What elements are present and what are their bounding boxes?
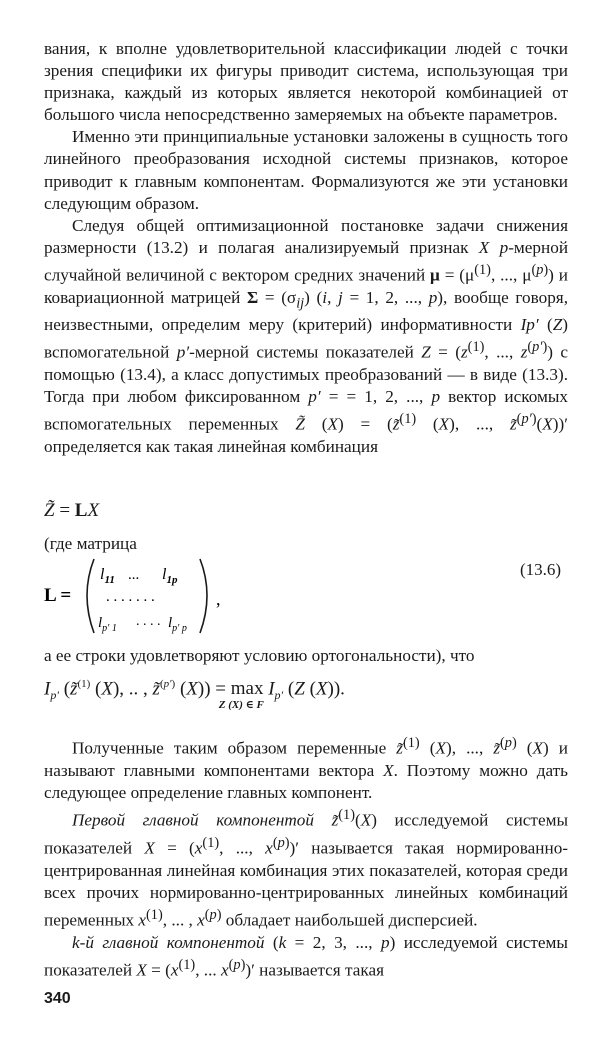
after-matrix: а ее строки удовлетворяют условию ортогональности), что — [44, 646, 475, 665]
page-number: 340 — [44, 990, 71, 1007]
left-paren — [87, 559, 94, 633]
matrix-L-svg — [44, 555, 244, 637]
cell-dots-3: . . . . — [136, 614, 161, 629]
where-matrix: (где матрица — [44, 534, 137, 553]
formula-z-equals-lx: Z̃ = LX — [44, 500, 100, 521]
text-block-bottom — [44, 732, 568, 982]
paragraph-first-component: Первой главной компонентой z̃$^{(1)}$(X) исследуемой системы показателей $X = (x^{(1)}$, ..., $x^{(p)})'$ называется такая нормированно-центрированная линейная комбинация этих показателей, которая среди всех прочих нормированно-центрированных линейных комбинаций переменных $x^{(1)}$, ... , $x^{(p)}$ обладает наибольшей дисперсией. — [44, 807, 569, 930]
equation-number: (13.6) — [520, 560, 562, 579]
paragraph-continuation: вания, к вполне удовлетворительной классификации людей с точки зрения специфики их фигуры приводит система, использующая три признака, каждый из которых является некоторой комбинацией от большого числа непосредственно замеряемых на объекте параметров. — [44, 39, 568, 125]
matrix-L — [44, 555, 244, 642]
right-paren — [200, 559, 207, 633]
cell-lpp: $l_{p' p}$ — [168, 615, 187, 634]
max-subscript: Z (X) ∈ F — [218, 699, 264, 712]
matrix-lhs: L = — [44, 585, 72, 606]
cell-dots-row: . . . . . . . — [106, 589, 155, 605]
matrix-comma: , — [216, 589, 221, 609]
cell-lp1: $l_{p' 1}$ — [98, 615, 117, 634]
paragraph-principles: Именно эти принципиальные установки заложены в сущность того линейного преобразования исходной системы признаков, которое приводит к главным компонентам. Формализуются же эти установки следующим образом. — [44, 127, 568, 213]
paragraph-optimization: Следуя общей оптимизационной постановке задачи снижения размерности (13.2) и полагая анализируемый признак X p-мерной случайной величиной с вектором средних значений $\mu = (\mu^{(1)}$, ..., $\mu^{(p)}$) и ковариационной матрицей $\Sigma = (\sigma_{ij})$ (i, j = 1, 2, ..., p), вообще говоря, неизвестными, определим меру (критерий) информативности Ip′ (Z) вспомогательной p′-мерной системы показателей $Z = (z^{(1)}$, ..., $z^{(p')}$) с помощью (13.4), а класс допустимых преобразований — в виде (13.3). Тогда при любом фиксированном p′ = = 1, 2, ..., p вектор искомых вспомогательных переменных Z̃ (X) = (z̃$^{(1)}$ (X), ..., z̃$^{(p')}$(X))′ определяется как такая линейная комбинация — [44, 215, 569, 457]
text-block-top — [44, 38, 568, 458]
paragraph-kth-component: k-й главной компонентой (k = 2, 3, ..., p) исследуемой системы показателей $X = (x^{(1)}$, ... $x^{(p)})'$ называется такая — [44, 932, 568, 980]
formula-max: $I_{p'}$ (z̃$^{(1)}$ (X), .. , z̃$^{(p')}$ (X)) = max Z (X) ∈ F $I_{p'}$ (Z (X)). — [44, 678, 345, 712]
cell-l11: $l_{11}$ — [100, 566, 115, 586]
cell-dots-1: ... — [128, 567, 140, 583]
cell-l1p: $l_{1p}$ — [162, 566, 178, 586]
paragraph-principal-components: Полученные таким образом переменные z̃$^{(1)}$ (X), ..., z̃$^{(p)}$ (X) и называют главными компонентами вектора X. Поэтому можно дать следующее определение главных компонент. — [44, 735, 569, 802]
